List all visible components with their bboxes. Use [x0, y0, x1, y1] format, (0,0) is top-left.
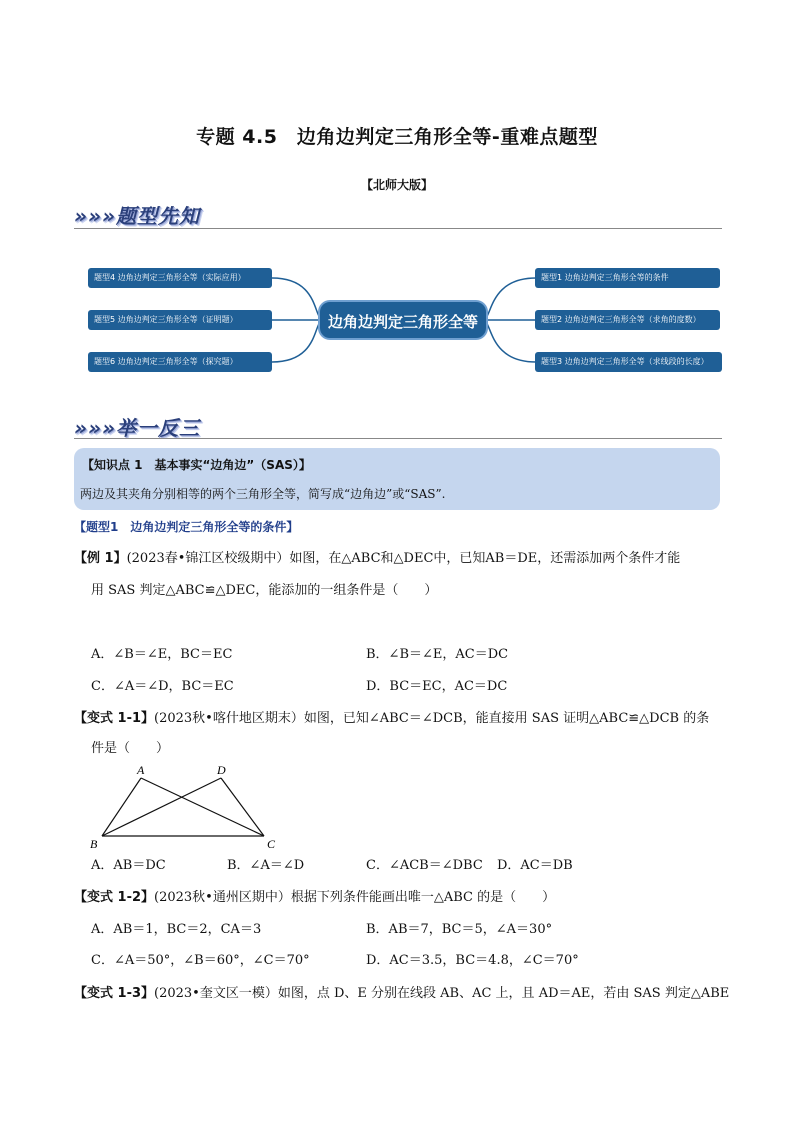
label-d: D [217, 763, 226, 777]
variant12-tag: 【变式 1-2】 [74, 890, 155, 905]
knowledge-title: 【知识点 1 基本事实“边角边”（SAS）】 [82, 458, 311, 472]
variant11-option-b: B．∠A＝∠D [227, 858, 305, 873]
mindmap-center-node: 边角边判定三角形全等 [318, 300, 488, 340]
variant12-text1: (2023秋•通州区期中）根据下列条件能画出唯一△ABC 的是（ ） [154, 890, 556, 905]
variant12-option-d: D．AC＝3.5，BC＝4.8，∠C＝70° [366, 953, 579, 968]
mindmap-node-type2: 题型2 边角边判定三角形全等（求角的度数） [535, 310, 720, 330]
variant11-option-d: D．AC＝DB [497, 858, 573, 873]
section-heading-overview: »»»题型先知 [74, 204, 200, 228]
section-divider [74, 228, 722, 229]
variant12-option-b: B．AB＝7，BC＝5，∠A＝30° [366, 922, 553, 937]
example1-option-d: D．BC＝EC，AC＝DC [366, 679, 508, 694]
mindmap-node-type1: 题型1 边角边判定三角形全等的条件 [535, 268, 720, 288]
label-c: C [267, 837, 276, 851]
type1-heading: 【题型1 边角边判定三角形全等的条件】 [74, 520, 299, 534]
variant13-text1: (2023•奎文区一模）如图，点 D、E 分别在线段 AB、AC 上，且 AD＝AE，若由 SAS 判定△ABE [154, 986, 730, 1001]
page-title: 专题 4.5 边角边判定三角形全等-重难点题型 [196, 126, 598, 148]
example1-text1: (2023春•锦江区校级期中）如图，在△ABC和△DEC中，已知AB＝DE，还需添加两个条件才能 [126, 551, 681, 566]
variant13-line1 [74, 984, 729, 1004]
example1-line1 [74, 549, 680, 569]
segment-dc [221, 778, 264, 836]
triangle-figure [84, 762, 284, 854]
mindmap-node-type3: 题型3 边角边判定三角形全等（求线段的长度） [535, 352, 722, 372]
example1-line2: 用 SAS 判定△ABC≌△DEC，能添加的一组条件是（ ） [91, 583, 438, 598]
variant11-line2: 件是（ ） [91, 741, 170, 756]
edition-label: 【北师大版】 [360, 178, 433, 192]
example1-option-a: A．∠B＝∠E，BC＝EC [91, 647, 233, 662]
example1-option-b: B．∠B＝∠E，AC＝DC [366, 647, 509, 662]
label-a: A [137, 763, 145, 777]
variant11-tag: 【变式 1-1】 [74, 711, 155, 726]
example1-tag: 【例 1】 [74, 551, 127, 566]
variant11-option-c: C．∠ACB＝∠DBC [366, 858, 483, 873]
knowledge-body: 两边及其夹角分别相等的两个三角形全等，简写成“边角边”或“SAS”. [80, 487, 446, 501]
mindmap-node-type4: 题型4 边角边判定三角形全等（实际应用） [88, 268, 272, 288]
variant12-line1 [74, 888, 555, 908]
variant11-option-a: A．AB＝DC [91, 858, 166, 873]
mindmap-node-type6: 题型6 边角边判定三角形全等（探究题） [88, 352, 272, 372]
variant11-text1: (2023秋•喀什地区期末）如图，已知∠ABC＝∠DCB，能直接用 SAS 证明△ABC≌△DCB 的条 [154, 711, 710, 726]
mindmap-node-type5: 题型5 边角边判定三角形全等（证明题） [88, 310, 272, 330]
section-heading-practice: »»»举一反三 [74, 416, 200, 440]
variant12-option-a: A．AB＝1，BC＝2，CA＝3 [91, 922, 262, 937]
segment-ba [102, 778, 141, 836]
section-divider [74, 438, 722, 439]
label-b: B [90, 837, 98, 851]
variant13-tag: 【变式 1-3】 [74, 986, 155, 1001]
variant12-option-c: C．∠A＝50°，∠B＝60°，∠C＝70° [91, 953, 310, 968]
example1-option-c: C．∠A＝∠D，BC＝EC [91, 679, 234, 694]
variant11-line1 [74, 709, 709, 729]
